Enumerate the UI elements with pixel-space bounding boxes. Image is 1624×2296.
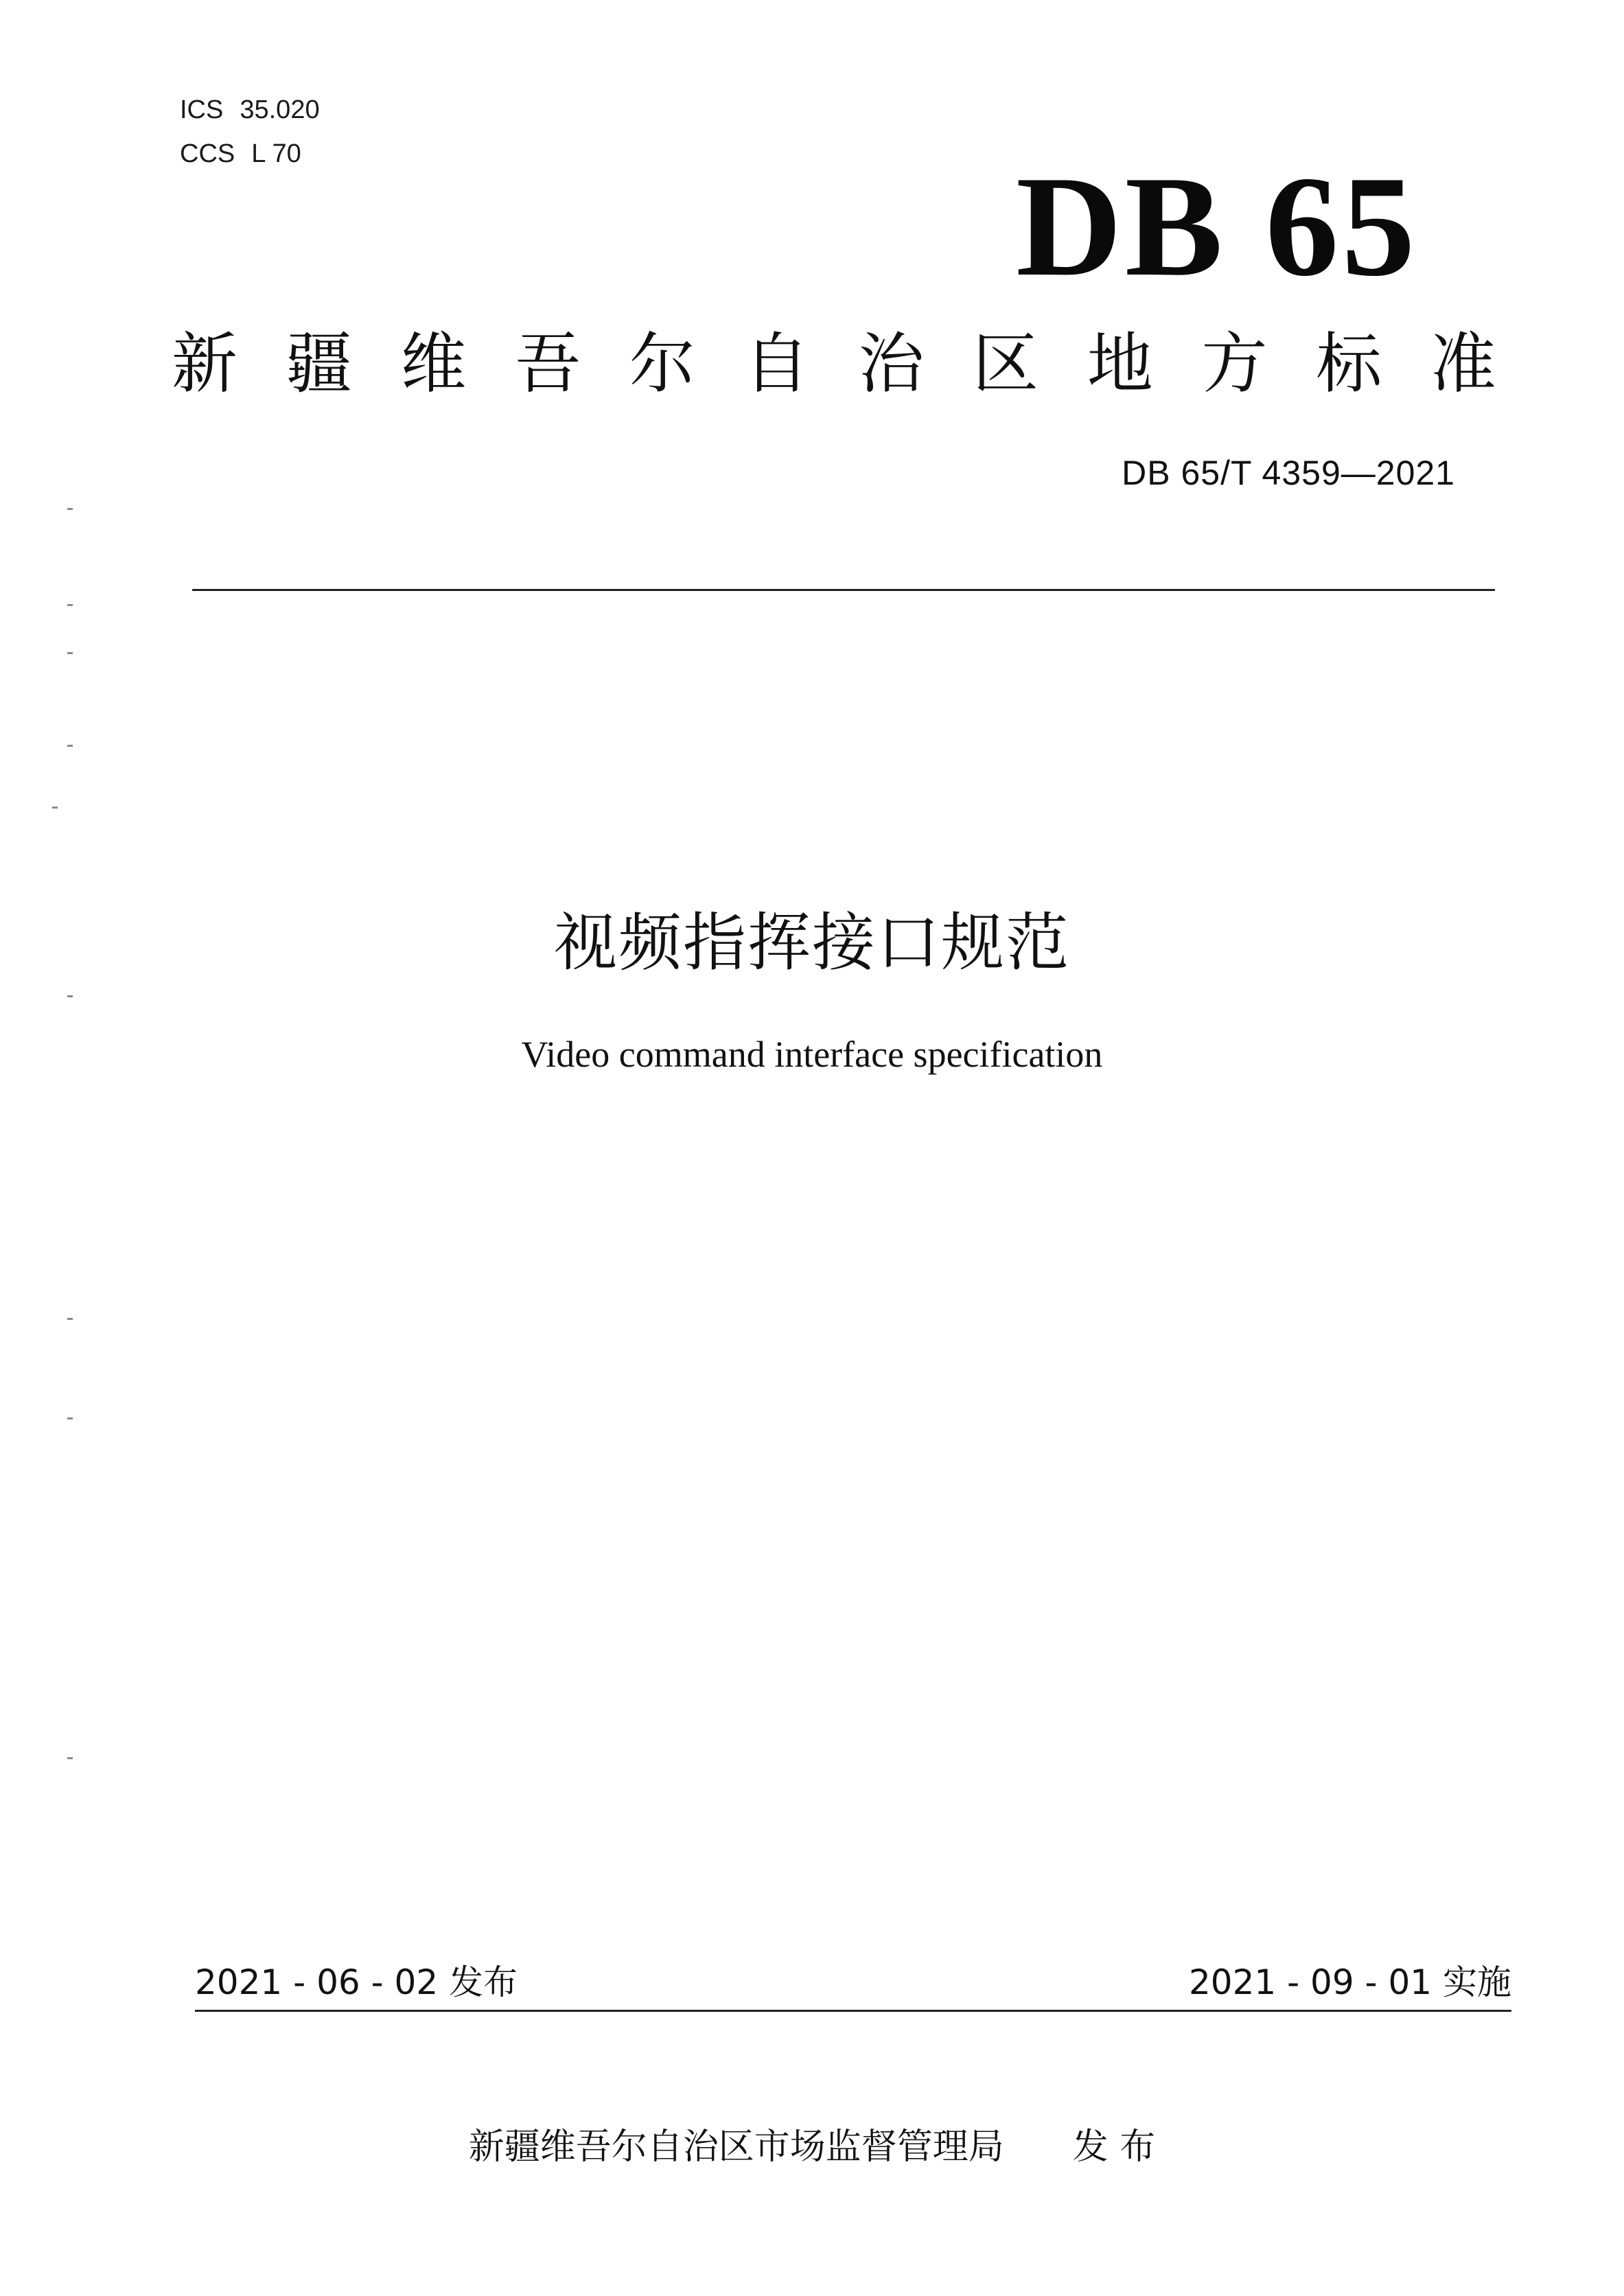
standard-type-char: 区 bbox=[973, 325, 1039, 402]
issue-date: 2021 - 06 - 02 发布 bbox=[195, 1962, 518, 2002]
db65-logo: DB 65 bbox=[1016, 147, 1418, 306]
standard-type-heading bbox=[172, 323, 1496, 405]
document-title-chinese: 视频指挥接口规范 bbox=[553, 906, 1070, 979]
standard-type-char: 方 bbox=[1201, 325, 1268, 402]
scan-mark bbox=[52, 807, 58, 809]
top-divider bbox=[192, 589, 1495, 591]
ics-label: ICS bbox=[180, 95, 224, 124]
standard-number: DB 65/T 4359—2021 bbox=[1122, 454, 1455, 492]
publisher-action: 发 布 bbox=[1072, 2126, 1156, 2168]
ics-code: 35.020 bbox=[240, 95, 320, 124]
scan-mark bbox=[67, 1318, 73, 1320]
ccs-label: CCS bbox=[180, 139, 235, 168]
scan-mark bbox=[67, 1417, 73, 1419]
publisher-line bbox=[0, 2118, 1624, 2169]
bottom-divider bbox=[195, 2010, 1511, 2012]
scan-mark bbox=[67, 745, 73, 747]
ccs-code: L 70 bbox=[251, 139, 301, 168]
scan-mark bbox=[67, 652, 73, 654]
standard-type-char: 尔 bbox=[629, 325, 695, 402]
standard-type-char: 准 bbox=[1430, 325, 1496, 402]
scan-mark bbox=[67, 604, 73, 606]
publisher-name: 新疆维吾尔自治区市场监督管理局 bbox=[468, 2126, 1004, 2168]
standard-type-char: 维 bbox=[400, 325, 467, 402]
classification-codes bbox=[180, 88, 320, 176]
implementation-date: 2021 - 09 - 01 实施 bbox=[1188, 1962, 1511, 2002]
ics-row bbox=[180, 88, 320, 132]
standard-type-char: 治 bbox=[858, 325, 925, 402]
scan-mark bbox=[67, 995, 73, 997]
standard-type-char: 标 bbox=[1316, 325, 1382, 402]
standard-type-char: 地 bbox=[1087, 325, 1153, 402]
standard-type-char: 自 bbox=[743, 325, 810, 402]
ccs-row bbox=[180, 132, 320, 176]
standard-type-char: 新 bbox=[172, 325, 237, 402]
scan-mark bbox=[67, 508, 73, 510]
standard-type-char: 吾 bbox=[515, 325, 581, 402]
scan-mark bbox=[67, 1757, 73, 1759]
document-title-english: Video command interface specification bbox=[521, 1034, 1103, 1075]
standard-type-char: 疆 bbox=[286, 325, 352, 402]
date-row bbox=[195, 1955, 1511, 2004]
